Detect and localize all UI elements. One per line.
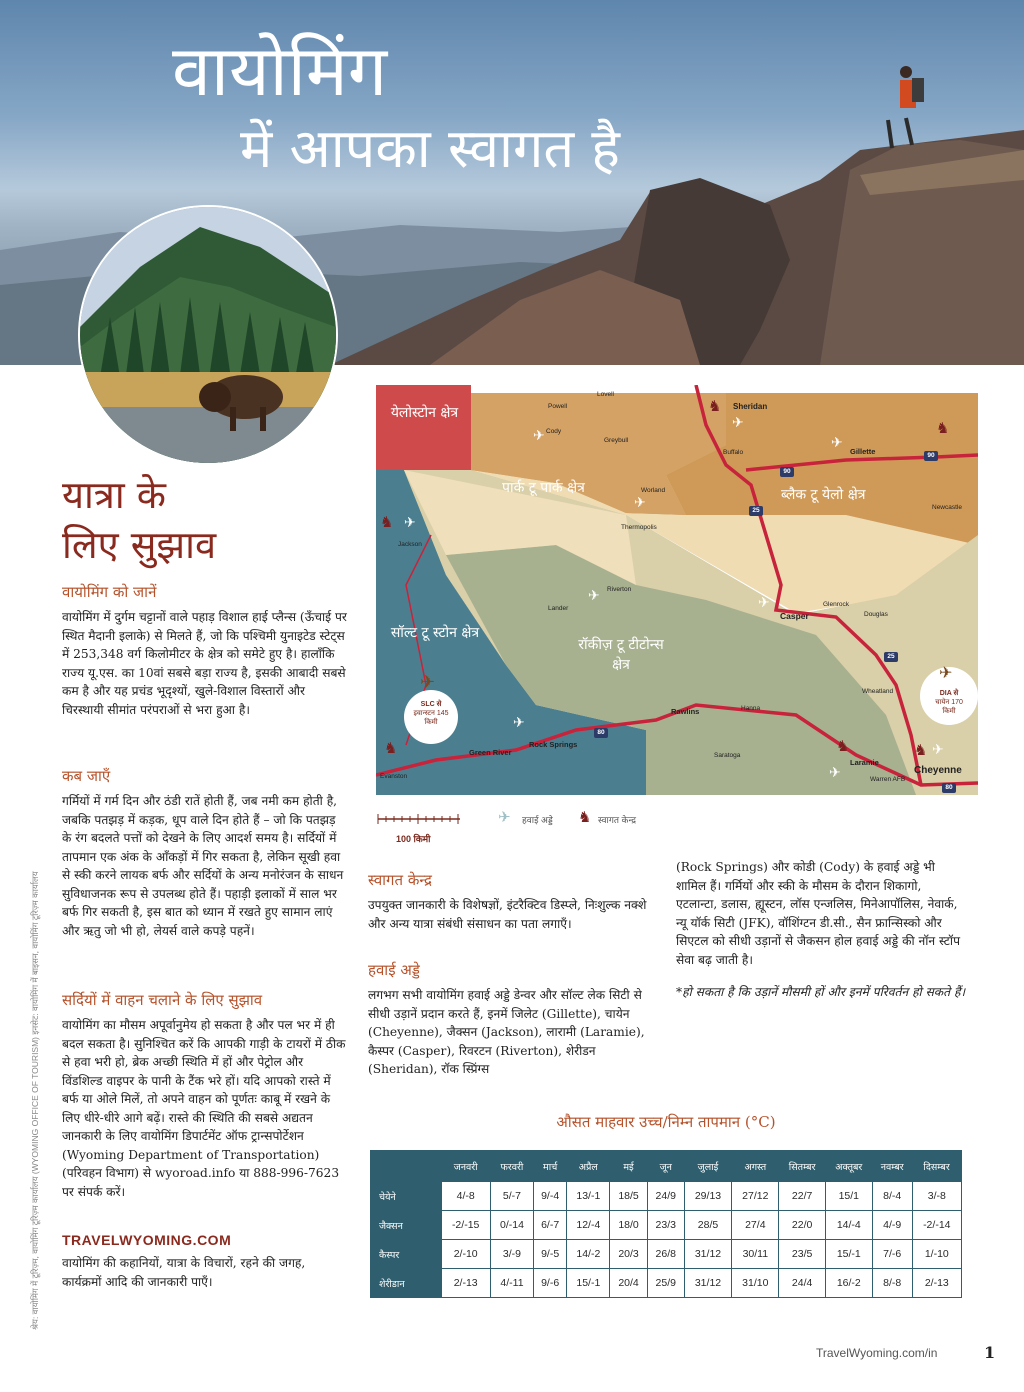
month-header: दिसम्बर — [912, 1151, 961, 1182]
temperature-cell: -2/-15 — [441, 1211, 490, 1240]
city-lander: Lander — [548, 605, 569, 612]
city-evanston: Evanston — [380, 773, 408, 780]
city-douglas: Douglas — [864, 611, 888, 618]
temperature-table-title: औसत माहवार उच्च/निम्न तापमान (°C) — [556, 1113, 776, 1131]
temperature-cell: 30/11 — [732, 1240, 779, 1269]
temperature-cell: 27/4 — [732, 1211, 779, 1240]
temperature-cell: 31/12 — [684, 1240, 731, 1269]
city-cell: शेरीडान — [371, 1269, 442, 1298]
welcome-center-icon: ♞ — [708, 397, 722, 415]
city-wheatland: Wheatland — [862, 688, 894, 695]
travelwyoming-link[interactable]: TRAVELWYOMING.COM — [62, 1232, 232, 1248]
temperature-cell: 31/10 — [732, 1269, 779, 1298]
temperature-cell: 23/3 — [647, 1211, 684, 1240]
region-label-rockies-to-tetons: रॉकीज़ टू टीटोन्स क्षेत्र — [578, 637, 664, 673]
airport-icon: ✈ — [513, 715, 525, 731]
section-body: गर्मियों में गर्म दिन और ठंडी रातें होती हैं, जब नमी कम होती है, जबकि पतझड़ में कड़क, धूप वाले दिन होते हैं – जो कि पतझड़ के रंग बदलते पत्तों को देखने के लिए आदर्श समय है। सर्दियों में तापमान एक अंक के आँकड़ों में गिर सकता है, लेकिन सूखी हवा से स्की करने लायक बर्फ और सर्दियों के अन्य मनोरंजन के साधन सुविधाजनक रूप से उपलब्ध होते हैं। पहाड़ी इलाकों में साल भर बर्फ गिर सकती है, इस बात को ध्यान में रखते हुए सामान लाएं और ऋतु जो भी हो, लेयर्स वाले कपड़े पहनें। — [62, 794, 344, 938]
city-saratoga: Saratoga — [714, 752, 741, 759]
temperature-cell: 5/-7 — [490, 1182, 533, 1211]
corner-cell — [371, 1151, 442, 1182]
temperature-cell: 2/-13 — [441, 1269, 490, 1298]
temperature-cell: 3/-9 — [490, 1240, 533, 1269]
section-airports-continued — [676, 858, 966, 1002]
temperature-cell: 12/-4 — [567, 1211, 610, 1240]
scale-label: 100 किमी — [396, 834, 431, 844]
page-number: 1 — [984, 1343, 996, 1362]
airport-legend-icon: ✈ — [498, 809, 511, 826]
temperature-cell: 31/12 — [684, 1269, 731, 1298]
month-header: जुलाई — [684, 1151, 731, 1182]
temperature-cell: 4/-8 — [441, 1182, 490, 1211]
bison-photo — [78, 205, 338, 465]
highway-shield-i90: 90 — [924, 451, 938, 461]
month-header: सितम्बर — [779, 1151, 825, 1182]
welcome-center-legend-label: स्वागत केन्द्र — [598, 815, 637, 825]
temperature-cell: 15/-1 — [825, 1240, 872, 1269]
section-heading: वायोमिंग को जानें — [62, 583, 157, 601]
slc-line2: इवान्स्टन 145 — [413, 710, 449, 717]
welcome-center-icon: ♞ — [914, 741, 928, 759]
temperature-cell: 28/5 — [684, 1211, 731, 1240]
temperature-cell: 18/5 — [610, 1182, 647, 1211]
hero-title-line1: वायोमिंग — [172, 30, 388, 112]
welcome-center-icon: ♞ — [936, 419, 950, 437]
section-heading: स्वागत केन्द्र — [368, 871, 432, 889]
airport-legend-label: हवाई अड्डे — [522, 815, 553, 825]
city-gillette: Gillette — [850, 447, 876, 456]
temperature-cell: 6/-7 — [534, 1211, 567, 1240]
section-body: लगभग सभी वायोमिंग हवाई अड्डे डेन्वर और सॉल्ट लेक सिटी से सीधी उड़ानें प्रदान करते हैं, इनमें जिलेट (Gillette), चायेन (Cheyenne), जैक्सन (Jackson), लारामी (Laramie), कैस्पर (Casper), रिवरटन (Riverton), शेरीडन (Sheridan), रॉक स्प्रिंग्स — [368, 988, 645, 1076]
map-legend — [376, 808, 706, 848]
airport-icon: ✈ — [634, 495, 646, 511]
temperature-cell: 24/4 — [779, 1269, 825, 1298]
temperature-cell: 0/-14 — [490, 1211, 533, 1240]
table-row — [371, 1211, 962, 1240]
month-header: मई — [610, 1151, 647, 1182]
section-body: वायोमिंग का मौसम अपूर्वानुमेय हो सकता है और पल भर में ही बदल सकता है। सुनिश्चित करें कि आपकी गाड़ी के टायरों में ठीक से हवा भरी हो, ब्रेक अच्छी स्थिति में हों और पेट्रोल और विंडशिल्ड वाइपर के पानी के टैंक भरे हों। यदि आपको रास्ते में बर्फ या ओले मिलें, तो अपने वाहन को पूर्णतः काबू में रखने के लिए धीरे-धीरे आगे बढ़ें। रास्ते की स्थिति की सबसे अद्यतन जानकारी के लिए वायोमिंग डिपार्टमेंट ऑफ ट्रान्सपोर्टेशन (Wyoming Department of Transportation) (परिवहन विभाग) से wyoroad.info या 888-996-7623 पर संपर्क करें। — [62, 1018, 346, 1199]
section-body: वायोमिंग में दुर्गम चट्टानों वाले पहाड़ विशाल हाई प्लैन्स (ऊँचाई पर स्थित मैदानी इलाके) से मिलते हैं, जो कि पश्चिमी युनाइटेड स्टेट्स में 253,348 वर्ग किलोमीटर के क्षेत्र को समेटे हुए है। हालाँकि राज्य यू.एस. का 10वां सबसे बड़ा राज्य है, इसकी आबादी सबसे कम है और यह प्रचंड भूदृश्यों, खुले-विशाल विस्तारों और चिरस्थायी सीमांत परंपराओं से भरा हुआ है। — [62, 610, 347, 717]
hero-title-line2: में आपका स्वागत है — [240, 117, 620, 180]
temperature-cell: 8/-4 — [872, 1182, 912, 1211]
highway-shield-i25: 25 — [749, 506, 763, 516]
airport-icon: ✈ — [932, 742, 944, 758]
temperature-cell: 15/-1 — [567, 1269, 610, 1298]
section-body: (Rock Springs) और कोडी (Cody) के हवाई अड्डे भी शामिल हैं। गर्मियों और स्की के मौसम के दौरान शिकागो, एटलान्टा, डलास, ह्यूस्टन, लॉस एन्जलिस, मिनेआपॉलिस, नेवार्क, न्यू यॉर्क सिटी (JFK), वॉशिंग्टन डी.सी., सैन फ्रान्सिस्को और सिएटल को सीधी उड़ानों से जैकसन होल हवाई अड्डे की नॉन स्टॉप सेवा बढ़ जाती है। — [676, 860, 960, 967]
temperature-cell: 1/-10 — [912, 1240, 961, 1269]
slc-distance-badge — [404, 672, 458, 744]
section-heading: सर्दियों में वाहन चलाने के लिए सुझाव — [62, 991, 263, 1009]
section-heading: हवाई अड्डे — [368, 961, 420, 979]
highway-shield-i25: 25 — [884, 652, 898, 662]
city-cell: जैक्सन — [371, 1211, 442, 1240]
highway-shield-i90: 90 — [780, 467, 794, 477]
temperature-cell: 8/-8 — [872, 1269, 912, 1298]
region-label-park-to-park: पार्क टू पार्क क्षेत्र — [502, 480, 585, 496]
city-hanna: Hanna — [741, 705, 761, 712]
temperature-cell: 4/-9 — [872, 1211, 912, 1240]
city-rawlins: Rawlins — [671, 707, 700, 716]
temperature-table — [370, 1150, 962, 1298]
region-label-yellowstone: येलोस्टोन क्षेत्र — [390, 405, 459, 421]
city-newcastle: Newcastle — [932, 504, 962, 511]
city-cell: चेयेने — [371, 1182, 442, 1211]
month-header: मार्च — [534, 1151, 567, 1182]
city-glenrock: Glenrock — [823, 601, 850, 608]
section-know-wyoming — [62, 582, 347, 719]
section-heading: कब जाएँ — [62, 767, 111, 785]
temperature-cell: 9/-6 — [534, 1269, 567, 1298]
month-header: अप्रैल — [567, 1151, 610, 1182]
temperature-cell: 4/-11 — [490, 1269, 533, 1298]
tips-title-line2: लिए सुझाव — [62, 523, 217, 567]
city-rock-springs: Rock Springs — [529, 740, 578, 749]
city-cell: कैस्पर — [371, 1240, 442, 1269]
temperature-cell: 2/-13 — [912, 1269, 961, 1298]
temperature-cell: 22/0 — [779, 1211, 825, 1240]
tips-title-line1: यात्रा के — [62, 473, 166, 517]
city-warren-afb: Warren AFB — [870, 776, 906, 783]
airport-icon: ✈ — [758, 595, 770, 611]
photo-credit — [30, 800, 48, 1330]
month-header: जनवरी — [441, 1151, 490, 1182]
temperature-cell: 9/-5 — [534, 1240, 567, 1269]
city-green-river: Green River — [469, 748, 512, 757]
month-header: नवम्बर — [872, 1151, 912, 1182]
table-row — [371, 1240, 962, 1269]
temperature-cell: 26/8 — [647, 1240, 684, 1269]
city-jackson: Jackson — [398, 541, 422, 548]
month-header: जून — [647, 1151, 684, 1182]
temperature-cell: -2/-14 — [912, 1211, 961, 1240]
flights-note: *हो सकता है कि उड़ानें मौसमी हों और इनमें परिवर्तन हो सकते हैं। — [676, 985, 966, 999]
airport-icon: ✈ — [588, 588, 600, 604]
table-row — [371, 1182, 962, 1211]
temperature-cell: 23/5 — [779, 1240, 825, 1269]
temperature-cell: 29/13 — [684, 1182, 731, 1211]
welcome-center-icon: ♞ — [380, 513, 394, 531]
section-body: उपयुक्त जानकारी के विशेषज्ञों, इंटरैक्टिव डिस्प्ले, निःशुल्क नक्शे और अन्य यात्रा संबंधी संसाधन का पता लगाएँ। — [368, 898, 647, 931]
month-header: फरवरी — [490, 1151, 533, 1182]
temperature-cell: 3/-8 — [912, 1182, 961, 1211]
tips-title — [62, 470, 216, 570]
region-label-black-to-yellow: ब्लैक टू येलो क्षेत्र — [781, 487, 866, 503]
city-worland: Worland — [641, 487, 666, 494]
temperature-cell: 14/-2 — [567, 1240, 610, 1269]
month-header-row — [371, 1151, 962, 1182]
dia-line1: DIA से — [939, 690, 959, 697]
dia-line3: किमी — [942, 708, 956, 715]
city-cheyenne: Cheyenne — [914, 765, 962, 776]
city-cody: Cody — [546, 428, 562, 435]
temperature-cell: 15/1 — [825, 1182, 872, 1211]
welcome-center-icon: ♞ — [384, 739, 398, 757]
temperature-cell: 7/-6 — [872, 1240, 912, 1269]
temperature-cell: 20/3 — [610, 1240, 647, 1269]
month-header: अगस्त — [732, 1151, 779, 1182]
site-promo — [62, 1232, 347, 1291]
temperature-cell: 14/-4 — [825, 1211, 872, 1240]
welcome-center-icon: ♞ — [836, 737, 850, 755]
temperature-cell: 16/-2 — [825, 1269, 872, 1298]
wyoming-regions-map — [376, 385, 978, 800]
airport-icon: ✈ — [533, 428, 545, 444]
section-welcome-centers — [368, 870, 658, 933]
plane-icon: ✈ — [420, 672, 436, 692]
city-laramie: Laramie — [850, 758, 879, 767]
region-yellowstone — [376, 385, 471, 470]
section-when-to-go — [62, 766, 347, 940]
plane-icon: ✈ — [939, 665, 953, 682]
welcome-center-legend-icon: ♞ — [578, 809, 592, 826]
city-sheridan: Sheridan — [733, 402, 768, 411]
city-greybull: Greybull — [604, 437, 629, 444]
city-buffalo: Buffalo — [723, 449, 744, 456]
temperature-cell: 24/9 — [647, 1182, 684, 1211]
table-row — [371, 1269, 962, 1298]
footer-url[interactable]: TravelWyoming.com/in — [816, 1346, 938, 1360]
temperature-cell: 27/12 — [732, 1182, 779, 1211]
region-label-salt-to-stone: सॉल्ट टू स्टोन क्षेत्र — [390, 625, 480, 641]
highway-shield-i80: 80 — [942, 783, 956, 793]
airport-icon: ✈ — [732, 415, 744, 431]
section-airports — [368, 960, 658, 1079]
dia-line2: चायेन 170 — [935, 699, 963, 706]
temperature-cell: 25/9 — [647, 1269, 684, 1298]
site-description: वायोमिंग की कहानियों, यात्रा के विचारों, रहने की जगह, कार्यक्रमों आदि की जानकारी पाएँ। — [62, 1256, 306, 1289]
highway-shield-i80: 80 — [594, 728, 608, 738]
slc-line3: किमी — [424, 719, 438, 726]
city-lovell: Lovell — [597, 391, 614, 398]
temperature-cell: 13/-1 — [567, 1182, 610, 1211]
temperature-cell: 9/-4 — [534, 1182, 567, 1211]
city-powell: Powell — [548, 403, 568, 410]
scale-bar — [376, 812, 466, 826]
airport-icon: ✈ — [829, 765, 841, 781]
temperature-cell: 22/7 — [779, 1182, 825, 1211]
temperature-cell: 18/0 — [610, 1211, 647, 1240]
airport-icon: ✈ — [404, 515, 416, 531]
airport-icon: ✈ — [831, 435, 843, 451]
dia-distance-badge — [920, 667, 978, 725]
section-winter-driving — [62, 990, 347, 1201]
month-header: अक्तूबर — [825, 1151, 872, 1182]
slc-line1: SLC से — [420, 701, 442, 708]
city-thermopolis: Thermopolis — [621, 524, 657, 531]
city-casper: Casper — [780, 611, 809, 621]
temperature-cell: 2/-10 — [441, 1240, 490, 1269]
city-riverton: Riverton — [607, 586, 632, 593]
temperature-cell: 20/4 — [610, 1269, 647, 1298]
photo-credit-text: श्रेय: वायोमिंग में टूरिज़्म, वायोमिंग टूरिज़्म कार्यालय (WYOMING OFFICE OF TOURISM) इनसेट: वायोमिंग में बाइसन, वायोमिंग टूरिज़्म कार्यालय — [30, 871, 40, 1330]
